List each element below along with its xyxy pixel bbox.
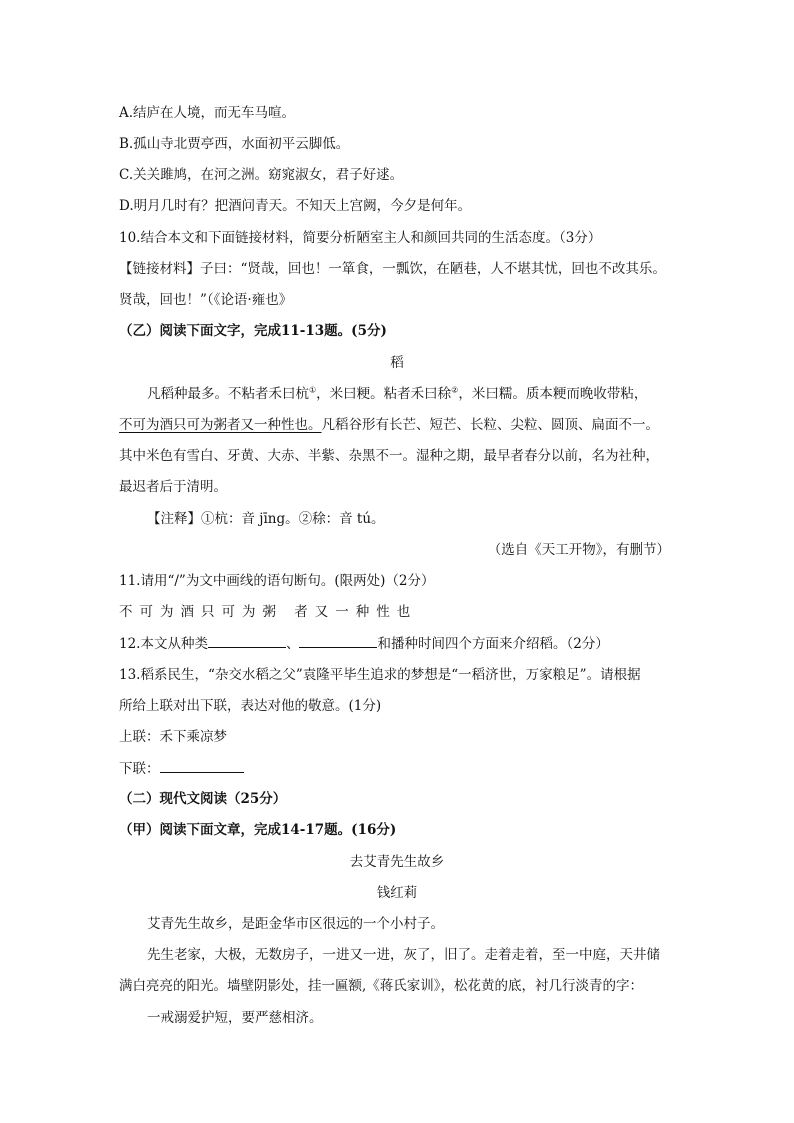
article-title: 去艾青先生故乡 bbox=[349, 854, 445, 870]
passage-line-4: 最迟者后于清明。 bbox=[119, 479, 227, 495]
passage-line-3: 其中米色有雪白、牙黄、大赤、半紫、杂黑不一。湿种之期，最早者春分以前，名为社种， bbox=[119, 448, 659, 464]
annotation-note: 【注释】①杭：音 jīng。②稌：音 tú。 bbox=[147, 511, 385, 527]
question-10: 10.结合本文和下面链接材料，简要分析陋室主人和颜回共同的生活态度。（3分） bbox=[119, 230, 602, 246]
link-material-line-1: 【链接材料】子曰：“贤哉，回也！一箪食，一瓢饮，在陋巷，人不堪其忧，回也不改其乐。 bbox=[119, 261, 666, 277]
underlined-sentence: 不可为酒只可为粥者又一种性也。 bbox=[119, 417, 322, 433]
article-paragraph-1: 艾青先生故乡，是距金华市区很远的一个小村子。 bbox=[147, 916, 444, 932]
passage-line-2: 不可为酒只可为粥者又一种性也。凡稻谷形有长芒、短芒、长粒、尖粒、圆顶、扁面不一。 bbox=[119, 417, 659, 433]
question-12: 12.本文从种类 、 和播种时间四个方面来介绍稻。（2分） bbox=[119, 633, 679, 654]
article-paragraph-3: 一戒溺爱护短，要严慈相济。 bbox=[147, 1010, 323, 1026]
question-13-line-2: 所给上联对出下联，表达对他的敬意。(1分) bbox=[119, 698, 382, 714]
link-material-line-2: 贤哉，回也！”（《论语·雍也》 bbox=[119, 292, 293, 308]
couplet-upper: 上联：禾下乘凉梦 bbox=[119, 729, 227, 745]
option-d: D.明月几时有？把酒问青天。不知天上宫阙，今夕是何年。 bbox=[119, 198, 472, 214]
footnote-marker-2: ② bbox=[451, 385, 459, 395]
answer-blank-couplet[interactable] bbox=[160, 758, 244, 773]
article-paragraph-2-line-2: 满白亮亮的阳光。墙壁阴影处，挂一匾额,《蒋氏家训》，松花黄的底，衬几行淡青的字： bbox=[119, 978, 644, 994]
question-11-sentence: 不可为酒只可为粥 者又一种性也 bbox=[119, 604, 418, 620]
question-13-line-1: 13.稻系民生，“杂交水稻之父”袁隆平毕生追求的梦想是“一稻济世，万家粮足”。请根据 bbox=[119, 667, 641, 683]
source-citation: （选自《天工开物》，有删节） bbox=[487, 542, 670, 558]
answer-blank-1[interactable] bbox=[208, 633, 286, 648]
option-b: B.孤山寺北贾亭西，水面初平云脚低。 bbox=[119, 136, 350, 152]
couplet-lower: 下联： bbox=[119, 758, 679, 779]
section-jia-heading: （甲）阅读下面文章，完成14-17题。(16分) bbox=[119, 822, 397, 838]
article-author: 钱红莉 bbox=[376, 885, 418, 901]
option-a: A.结庐在人境，而无车马喧。 bbox=[119, 105, 296, 121]
option-c: C.关关雎鸠，在河之洲。窈窕淑女，君子好逑。 bbox=[119, 167, 404, 183]
answer-blank-2[interactable] bbox=[299, 633, 377, 648]
article-paragraph-2-line-1: 先生老家，大极，无数房子，一进又一进，灰了，旧了。走着走着，至一中庭，天井储 bbox=[147, 947, 660, 963]
section-yi-heading: （乙）阅读下面文字，完成11-13题。(5分) bbox=[119, 323, 387, 339]
question-11: 11.请用“/”为文中画线的语句断句。(限两处)（2分） bbox=[119, 573, 435, 589]
passage-title-dao: 稻 bbox=[390, 355, 404, 371]
passage-line-1: 凡稻种最多。不粘者禾曰杭①，米曰粳。粘者禾曰稌②，米曰糯。质本粳而晚收带粘， bbox=[147, 385, 648, 402]
section-two-heading: （二）现代文阅读（25分） bbox=[119, 791, 287, 807]
footnote-marker-1: ① bbox=[309, 385, 317, 395]
